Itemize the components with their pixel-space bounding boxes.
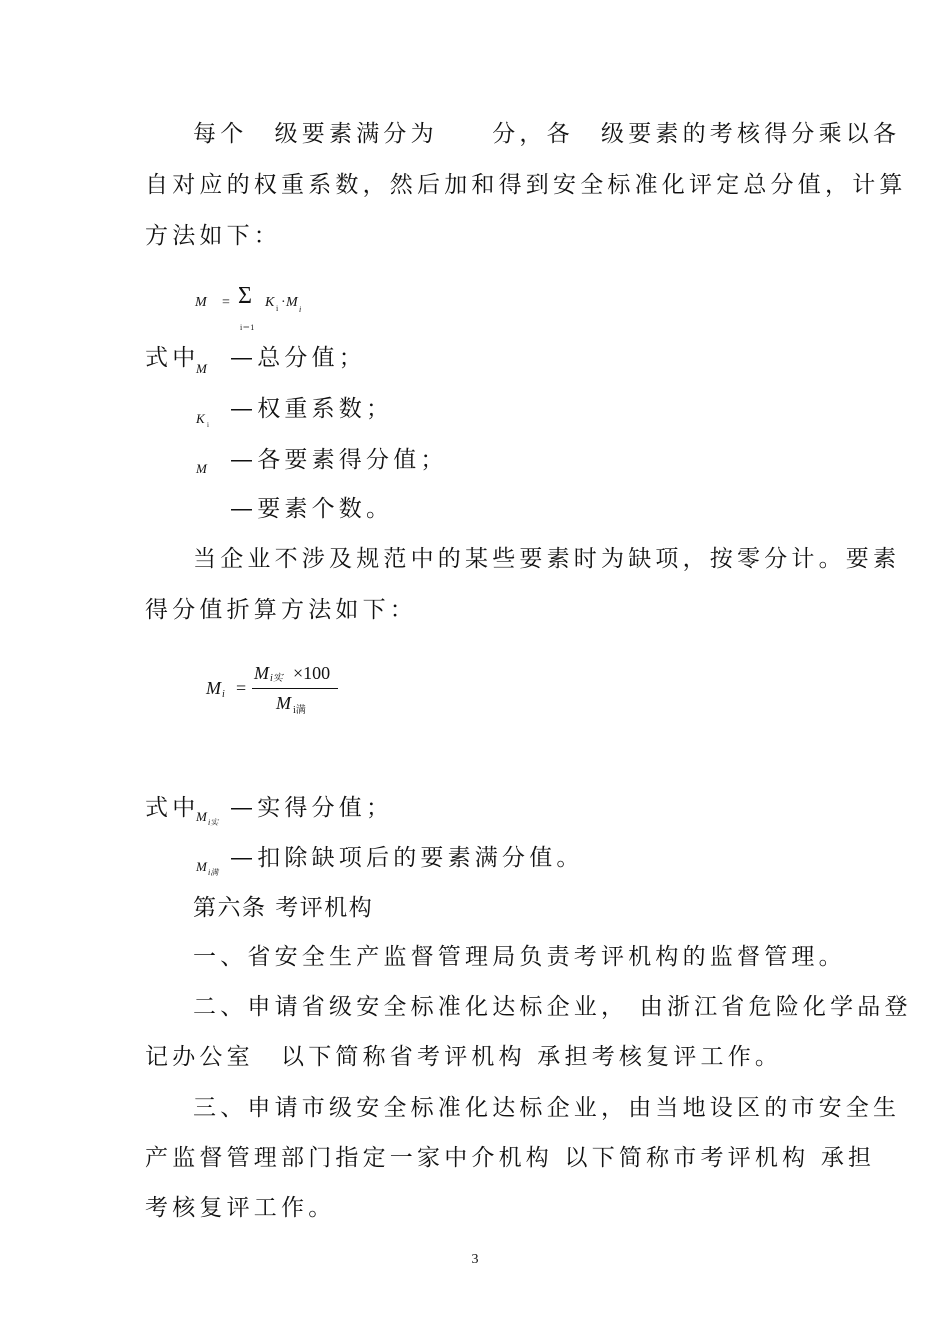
formula-subscript: i (222, 689, 225, 700)
paragraph-line: 自对应的权重系数，然后加和得到安全标准化评定总分值，计算 (145, 172, 907, 198)
formula-operator: = (236, 678, 247, 698)
sum-lower-limit: i＝1 (240, 323, 255, 332)
formula-symbol: K (196, 411, 205, 426)
sigma-symbol: Σ (238, 283, 252, 309)
definition-intro: 式中 (145, 345, 200, 371)
formula-symbol: M (196, 461, 207, 476)
fraction-bar (252, 688, 338, 689)
formula-subscript: i (299, 305, 302, 314)
formula-symbol: M (196, 361, 207, 376)
article-heading: 第六条 考评机构 (193, 895, 374, 921)
paragraph-line: 每个 级要素满分为 分，各 级要素的考核得分乘以各 (193, 121, 901, 147)
formula-operator: · (281, 295, 286, 310)
formula-symbol: M (196, 859, 207, 874)
article-item: 三、申请市级安全标准化达标企业，由当地设区的市安全生 (193, 1095, 901, 1121)
definition-text: —总分值； (230, 345, 366, 371)
definition-intro: 式中 (145, 795, 200, 821)
article-item: 一、省安全生产监督管理局负责考评机构的监督管理。 (193, 944, 846, 970)
formula-subscript: i (207, 421, 209, 429)
formula-symbol: M (286, 295, 298, 310)
paragraph-line: 方法如下： (145, 223, 281, 249)
article-item: 考核复评工作。 (145, 1195, 336, 1221)
formula-number: ×100 (293, 663, 331, 683)
article-item: 记办公室 以下简称省考评机构 承担考核复评工作。 (145, 1044, 783, 1070)
article-item: 二、申请省级安全标准化达标企业， 由浙江省危险化学品登 (193, 994, 912, 1020)
formula-symbol: M (254, 663, 269, 683)
definition-text: —权重系数； (230, 396, 394, 422)
article-item: 产监督管理部门指定一家中介机构 以下简称市考评机构 承担 (145, 1145, 876, 1171)
formula-operator: = (222, 295, 230, 310)
formula-subscript: i实 (208, 818, 219, 827)
formula-symbol: M (276, 693, 291, 713)
definition-text: —要素个数。 (230, 496, 394, 522)
paragraph-line: 得分值折算方法如下： (145, 597, 417, 623)
paragraph-line: 当企业不涉及规范中的某些要素时为缺项，按零分计。要素 (193, 546, 901, 572)
definition-text: —实得分值； (230, 795, 394, 821)
definition-text: —各要素得分值； (230, 447, 448, 473)
definition-text: —扣除缺项后的要素满分值。 (230, 845, 584, 871)
formula-symbol: M (196, 809, 207, 824)
formula-symbol: M (206, 678, 221, 698)
formula-symbol: M (195, 295, 207, 310)
formula-subscript: i (276, 304, 279, 313)
formula-subscript: i实 (270, 673, 283, 684)
formula-subscript: i满 (208, 868, 219, 877)
formula-symbol: K (265, 295, 275, 310)
page-number: 3 (471, 1252, 479, 1267)
formula-subscript: i满 (293, 705, 306, 716)
